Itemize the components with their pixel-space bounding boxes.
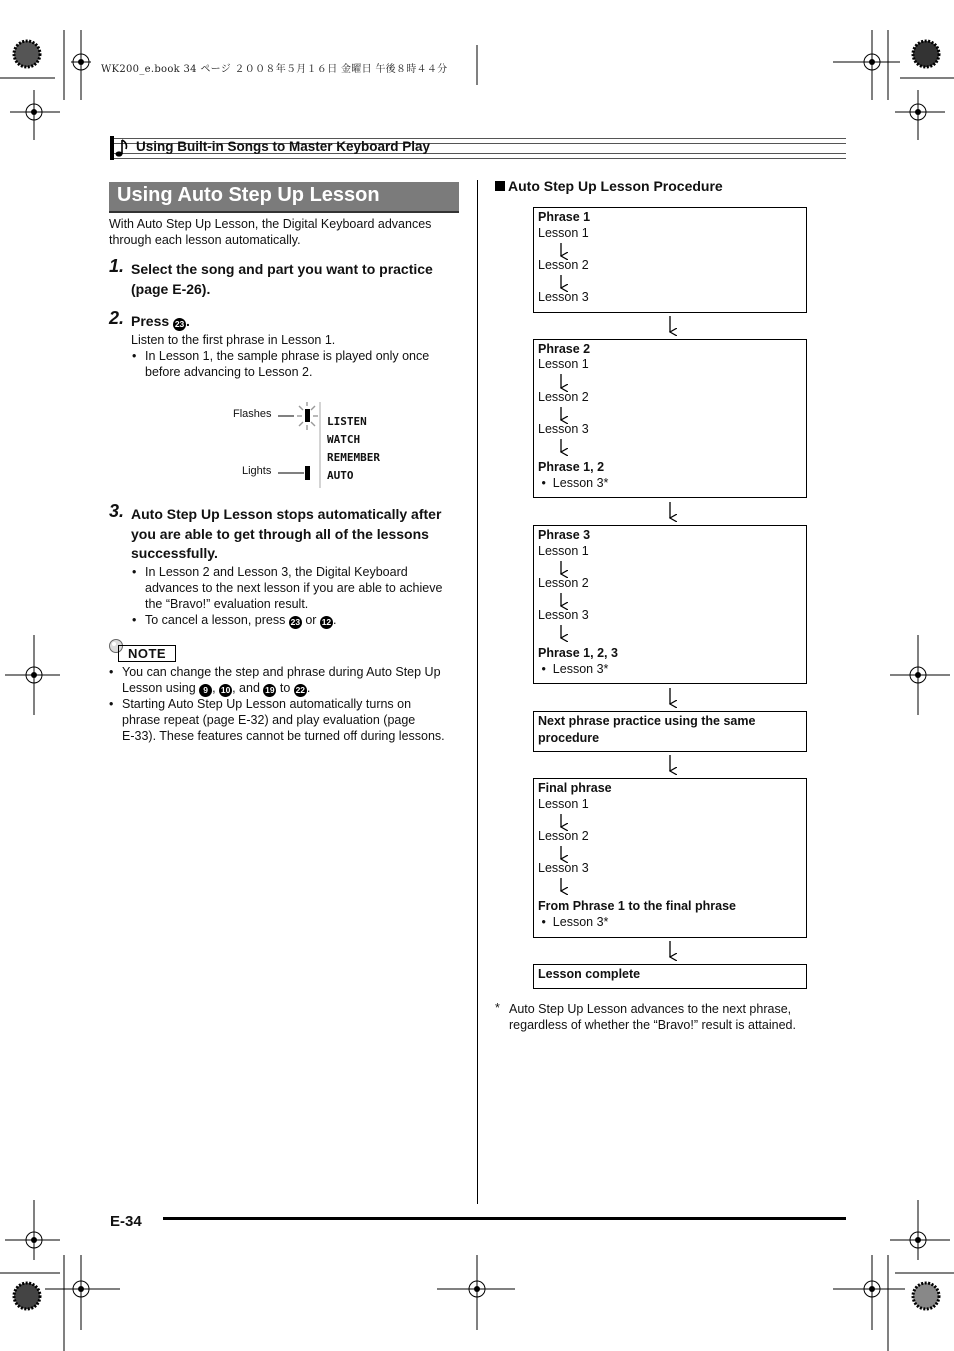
step-3-text: Auto Step Up Lesson stops automatically after you are able to get through all of the lessons successfully.: [131, 506, 442, 561]
step-2-number: 2.: [109, 308, 125, 328]
final-phrase-lesson-1: Lesson 1: [538, 797, 589, 811]
display-listen: LISTEN: [327, 415, 367, 428]
phrase-3-lesson-1: Lesson 1: [538, 544, 589, 558]
step-1-number: 1.: [109, 256, 125, 276]
flashes-label: Flashes: [233, 408, 272, 420]
phrase-2-lesson-2: Lesson 2: [538, 390, 589, 404]
button-22-icon: 22: [295, 685, 306, 695]
step-2-text: Press 23 .: [131, 313, 190, 329]
phrase-2-sub-item: • Lesson 3*: [538, 476, 609, 490]
phrase-2-lesson-3: Lesson 3: [538, 422, 589, 436]
procedure-heading: Auto Step Up Lesson Procedure: [495, 178, 723, 194]
button-12-icon: 12: [321, 617, 332, 627]
step-1-text: Select the song and part you want to practice (page E-26).: [131, 261, 433, 297]
note-badge: NOTE: [118, 645, 176, 662]
footer-rule: [163, 1217, 846, 1220]
step-2-detail: Listen to the first phrase in Lesson 1.: [131, 333, 336, 347]
footnote-text: Auto Step Up Lesson advances to the next phrase, regardless of whether the “Bravo!” result is attained.: [509, 1002, 796, 1032]
display-mode-list: [327, 413, 380, 485]
note-bullet-2: • Starting Auto Step Up Lesson automatically turns on phrase repeat (page E-32) and play evaluation (page E-33). These features cannot be turned off during lessons.: [122, 696, 445, 744]
phrase-1-title: Phrase 1: [538, 210, 591, 224]
lesson-complete-text: Lesson complete: [538, 967, 641, 981]
page-number: E-34: [110, 1213, 142, 1230]
column-divider: [477, 180, 478, 1204]
phrase-1-lesson-1: Lesson 1: [538, 226, 589, 240]
phrase-1-lesson-2: Lesson 2: [538, 258, 589, 272]
final-phrase-title: Final phrase: [538, 781, 612, 795]
square-bullet-icon: [495, 181, 505, 191]
file-info: WK200_e.book 34 ページ ２００８年５月１６日 金曜日 午後８時４４分: [101, 64, 448, 75]
phrase-2-lesson-1: Lesson 1: [538, 357, 589, 371]
step-3-bullet-1: • In Lesson 2 and Lesson 3, the Digital Keyboard advances to the next lesson if you are able to achieve the “Bravo!” evaluation result.: [145, 564, 442, 612]
phrase-3-sub-item: • Lesson 3*: [538, 662, 609, 676]
final-phrase-sub-title: From Phrase 1 to the final phrase: [538, 899, 736, 913]
display-auto: AUTO: [327, 469, 354, 482]
final-phrase-lesson-3: Lesson 3: [538, 861, 589, 875]
button-10-icon: 10: [220, 685, 231, 695]
final-phrase-lesson-2: Lesson 2: [538, 829, 589, 843]
header-title: Using Built-in Songs to Master Keyboard Play: [136, 139, 431, 154]
phrase-3-sub-title: Phrase 1, 2, 3: [538, 646, 618, 660]
button-9-icon: 9: [199, 684, 212, 697]
intro-text: With Auto Step Up Lesson, the Digital Keyboard advances through each lesson automatically.: [109, 217, 432, 247]
button-23-icon: 23: [174, 319, 185, 329]
phrase-2-sub-title: Phrase 1, 2: [538, 460, 605, 474]
display-indicator-graphic: [276, 400, 326, 490]
step-2-bullet: • In Lesson 1, the sample phrase is played only once before advancing to Lesson 2.: [145, 348, 429, 380]
phrase-2-title: Phrase 2: [538, 342, 591, 356]
display-remember: REMEMBER: [327, 451, 380, 464]
phrase-3-lesson-2: Lesson 2: [538, 576, 589, 590]
phrase-3-lesson-3: Lesson 3: [538, 608, 589, 622]
button-19-icon: 19: [265, 685, 275, 695]
phrase-3-title: Phrase 3: [538, 528, 591, 542]
header-rule-bottom: [110, 158, 846, 159]
display-watch: WATCH: [327, 433, 361, 446]
section-title: Using Auto Step Up Lesson: [117, 184, 380, 206]
lights-label: Lights: [242, 465, 272, 477]
button-23-icon: 23: [290, 617, 301, 627]
next-phrase-text: Next phrase practice using the same procedure: [538, 714, 756, 745]
phrase-1-lesson-3: Lesson 3: [538, 290, 589, 304]
footnote-mark: *: [495, 1001, 500, 1015]
music-note-icon: [112, 137, 132, 159]
step-3-number: 3.: [109, 501, 125, 521]
step-3-bullet-2: • To cancel a lesson, press 23 or 12 .: [145, 612, 336, 629]
final-phrase-sub-item: • Lesson 3*: [538, 915, 609, 929]
note-bullet-1: • You can change the step and phrase during Auto Step Up Lesson using 9 , 10 , and 19 to 22 .: [122, 664, 441, 697]
